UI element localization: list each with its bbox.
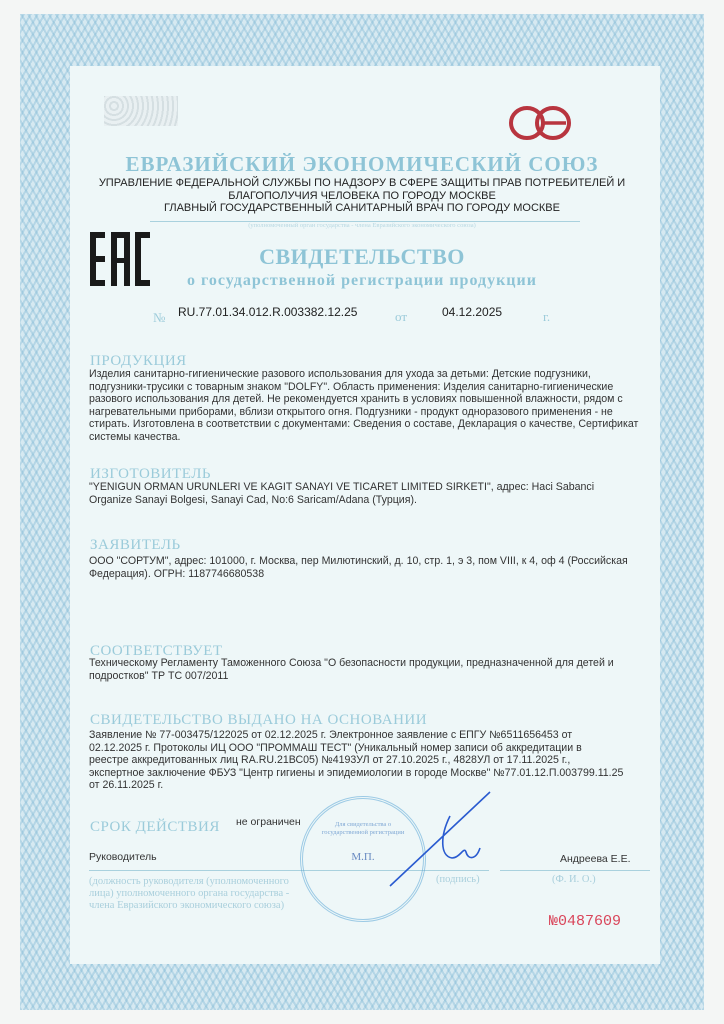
signatory-role: Руководитель xyxy=(89,851,157,863)
authority-name xyxy=(0,177,724,215)
authority-caption: (уполномоченный орган государства - члена Евразийского экономического союза) xyxy=(248,222,476,229)
validity-value: не ограничен xyxy=(236,816,301,828)
certificate-date: 04.12.2025 xyxy=(442,305,503,319)
signatory-name: Андреева Е.Е. xyxy=(560,853,631,865)
union-title: ЕВРАЗИЙСКИЙ ЭКОНОМИЧЕСКИЙ СОЮЗ xyxy=(125,152,599,176)
certificate-title: СВИДЕТЕЛЬСТВО xyxy=(259,244,465,269)
product-text: Изделия санитарно-гигиенические разового использования для ухода за детьми: Детские подгузники, подгузники-трусики с товарным знаком "DOLFY". Область применения: Изделия санитарно-гигиенические разового использования для детей. Не рекомендуется хранить в условиях повышенной влажности, рядом с нагревательными приборами, вблизи открытого огня. Подгузники - продукт одноразового применения - не стирать. Изготовлена в соответствии с документами: Сведения о составе, Декларация о качестве, Сертификат системы качества. xyxy=(89,368,639,443)
applicant-heading: ЗАЯВИТЕЛЬ xyxy=(90,537,181,553)
name-line xyxy=(500,870,650,871)
date-label: от xyxy=(395,309,408,324)
stamp-mark: М.П. xyxy=(351,851,375,863)
authority-line: БЛАГОПОЛУЧИЯ ЧЕЛОВЕКА ПО ГОРОДУ МОСКВЕ xyxy=(228,189,496,202)
conforms-heading: СООТВЕТСТВУЕТ xyxy=(90,643,223,659)
number-label: № xyxy=(153,310,166,325)
manufacturer-text: "YENIGUN ORMAN URUNLERI VE KAGIT SANAYI VE TICARET LIMITED SIRKETI", адрес: Haci Sabanci Organize Sanayi Bolgesi, Sanayi Cad, No:6 Saricam/Adana (Турция). xyxy=(89,481,595,506)
handwritten-signature xyxy=(380,786,500,901)
role-caption: (должность руководителя (уполномоченного лица) уполномоченного органа государства - члена Евразийского экономического союза) xyxy=(89,876,290,911)
authority-line: УПРАВЛЕНИЕ ФЕДЕРАЛЬНОЙ СЛУЖБЫ ПО НАДЗОРУ В СФЕРЕ ЗАЩИТЫ ПРАВ ПОТРЕБИТЕЛЕЙ И xyxy=(98,177,626,189)
signature-caption: (подпись) xyxy=(436,874,480,885)
manufacturer-heading: ИЗГОТОВИТЕЛЬ xyxy=(90,466,212,482)
applicant-text: ООО "СОРТУМ", адрес: 101000, г. Москва, пер Милютинский, д. 10, стр. 1, э 3, пом VIII, к 4, оф 4 (Российская Федерация). ОГРН: 1187746680538 xyxy=(89,555,628,580)
certificate-subtitle: о государственной регистрации продукции xyxy=(187,272,537,289)
product-heading: ПРОДУКЦИЯ xyxy=(90,353,187,369)
basis-text: Заявление № 77-003475/122025 от 02.12.2025 г. Электронное заявление с ЕПГУ №6511656453 от 02.12.2025 г. Протоколы ИЦ ООО "ПРОММАШ ТЕСТ" (Уникальный номер записи об аккредитации в реестре аккредитованных лиц RA.RU.21ВС05) №4193УЛ от 27.10.2025 г., 4828УЛ от 17.11.2025 г., экспертное заключение ФБУЗ "Центр гигиены и эпидемиологии в городе Москве" №77.01.12.П.003799.11.25 от 26.11.2025 г. xyxy=(89,729,624,792)
authority-line: ГЛАВНЫЙ ГОСУДАРСТВЕННЫЙ САНИТАРНЫЙ ВРАЧ ПО ГОРОДУ МОСКВЕ xyxy=(164,202,560,214)
stamp-text: Для свидетельства о государственной регистрации xyxy=(321,821,405,836)
conforms-text: Техническому Регламенту Таможенного Союза "О безопасности продукции, предназначенной для детей и подростков" ТР ТС 007/2011 xyxy=(89,657,614,682)
name-caption: (Ф. И. О.) xyxy=(552,874,596,885)
se-logo xyxy=(508,104,574,147)
validity-heading: СРОК ДЕЙСТВИЯ xyxy=(90,819,220,835)
form-serial-number: №0487609 xyxy=(549,913,622,930)
year-suffix: г. xyxy=(543,309,551,324)
certificate-number: RU.77.01.34.012.R.003382.12.25 xyxy=(178,305,358,319)
hologram-sticker xyxy=(104,96,178,126)
basis-heading: СВИДЕТЕЛЬСТВО ВЫДАНО НА ОСНОВАНИИ xyxy=(90,712,428,728)
